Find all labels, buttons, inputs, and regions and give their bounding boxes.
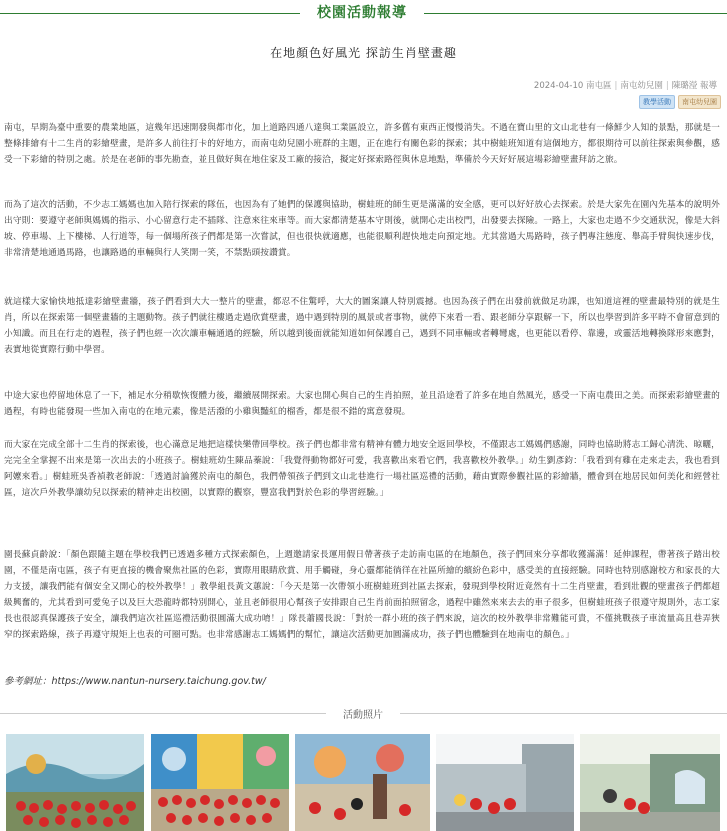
- section-title: 校園活動報導: [317, 5, 407, 21]
- tag-school[interactable]: 南屯幼兒園: [678, 95, 721, 109]
- meta-separator: |: [614, 81, 618, 91]
- article-school[interactable]: 南屯幼兒園: [620, 81, 663, 91]
- reference-link[interactable]: https://www.nantun-nursery.taichung.gov.tw/: [51, 676, 266, 687]
- article-meta: [534, 79, 717, 91]
- article-paragraph: 南屯，早期為臺中重要的農業地區，這幾年迅速開發與都市化，加上道路四通八達與工業區設立，許多舊有東西正慢慢消失。不過在寶山里的文山北巷有一條鮮少人知的景點，那就是一整條排繪有十二生肖的彩繪壁畫，是許多人前往打卡的好地方，而南屯幼兒園小班群的主題，正在進行有關色彩的探索；其中樹蛙班知道有這個地方，都很期待可以前往探索與參觀，感受一下彩繪的特別之處。於是在老師的事先勘查，並且做好與在地住家及工廠的接洽，擬定好探索路徑與休息地點，準備於今天好好展這場彩繪壁畫拜訪之旅。: [4, 123, 720, 165]
- article-paragraph: 而為了這次的活動，不少志工媽媽也加入陪行探索的隊伍，也因為有了她們的保護與協助，樹蛙班的師生更是滿滿的安全感，更可以好好放心去探索。於是大家先在園內先基本的說明外出守則：要遵守老師與媽媽的指示、小心留意行走不插隊、注意來往來車等。而大家都清楚基本守則後，就開心走出校門，出發要去探險。一路上，大家也走過不少交通狀況，像是大斜坡、停車場、上下樓梯、人行道等，每一個場所孩子們都是第一次嘗試，但也很快就適應，也能很順利趕快地走向預定地。尤其當過大馬路時，孩子們專注態度、舉高手臂與快速步伐，非常清楚地通過馬路，也讓路過的車輛與行人笑開一笑，不禁點頭按讚賞。: [4, 200, 720, 258]
- photos-header: [0, 703, 727, 723]
- tag-list: [639, 95, 721, 109]
- article-paragraph: 園長蘇貞齡說：「顏色跟隨主題在學校我們已透過多種方式探索顏色，上週邀請家長運用假日帶著孩子走訪南屯區的在地顏色，孩子們回來分享都收獲滿滿！延伸課程，帶著孩子踏出校園，不僅是南屯區，孩子有更直接的機會聚焦社區的色彩，實際用眼睛欣賞、用手觸碰，身心靈都能徜徉在社區所繪的繽紛色彩中，感受美的直接經驗。同時也特別感謝校方和家長的大力支援，讓我們能有個安全又開心的校外教學！」教學組長黃文蕙說：「今天是第一次帶領小班樹蛙班到社區去探索，發現到學校附近竟然有十二生肖壁畫，看到壯觀的壁畫孩子們都超級興奮的，尤其看到可愛兔子以及巨大恐龍時都特別開心，並且老師很用心幫孩子安排跟自己生肖前面拍照留念，過程中雖然來來去去的車子很多，但樹蛙班孩子很遵守規則外，志工家長也很認真保護孩子安全，讓我們這次社區巡禮活動很圓滿大成功唷！」隊長蕭國長說：「對於一群小班的孩子們來說，這次的校外教學非常難能可貴，不僅挑戰孩子車流量高且巷弄狹窄的探索路線，孩子再遵守規矩上也表的可圈可點。也非常感謝志工媽媽們的幫忙，讓這次活動更加圓滿成功，孩子們也體驗到在地南屯的顏色。」: [4, 550, 720, 640]
- tag-teaching-activity[interactable]: 教學活動: [639, 95, 675, 109]
- activity-photo-4[interactable]: [436, 734, 574, 831]
- section-header: [0, 2, 727, 22]
- article-paragraph: 就這樣大家愉快地抵達彩繪壁畫牆，孩子們看到大大一整片的壁畫，都忍不住驚呼，大大的圖案讓人特別震撼。也因為孩子們在出發前就做足功課，也知道這裡的壁畫最特別的就是生肖，所以在探索第一個壁畫牆的主題動物。孩子們就往樓過走過欣賞壁畫，過中遇到特別的風景或者事物，就停下來看一看、跟老師分享跟解一下，所以也學習到許多平時不會留意到的小知識。而且在行走的過程，孩子們也經一次次讓車輛通過的經驗，所以越到後面就能知道如何保護自己，遇到不同車輛或者轉彎處，也更能以看停、靠邊，或靈活地轉換隊形來應對，表實地從實際行動中學習。: [4, 297, 720, 355]
- photos-title: 活動照片: [343, 710, 383, 721]
- activity-photo-1[interactable]: [6, 734, 144, 831]
- article-district[interactable]: 南屯區: [586, 81, 612, 91]
- header-divider-right: [424, 13, 727, 14]
- photos-divider-left: [0, 713, 326, 714]
- article-author: 陳璐瀅 報導: [671, 81, 717, 91]
- activity-photo-2[interactable]: [151, 734, 289, 831]
- activity-photo-3[interactable]: [295, 734, 430, 831]
- article-paragraph: 而大家在完成全部十二生肖的探索後，也心滿意足地把這樣快樂帶回學校。孩子們也都非常有精神有體力地安全返回學校，不僅跟志工媽媽們感謝，同時也協助將志工歸心清洗、晾曬，完完全全掌握不出來是第一次出去的小班孩子。樹蛙班幼生陳品蓁說：「我覺得動物都好可愛，我喜歡出來看它們，我喜歡校外教學。」幼生劉彥鈞：「我看到有雞在走來走去，我也看到阿嬤來看。」樹蛙班吳香禎教老師說：「透過討論獲於南屯的顏色，我們帶領孩子們到文山北巷進行一場社區巡禮的活動，藉由實際參觀社區的彩繪牆，體會到在地居民如何美化和經營社區，這次戶外教學讓幼兒以探索的精神走出校園，以實際的觀察，豐富我們對於色彩的學習經驗。」: [4, 440, 720, 498]
- header-divider-left: [0, 13, 300, 14]
- article-paragraph: 中途大家也停留地休息了一下，補足水分稍歇恢復體力後，繼續展開探索。大家也開心與自己的生肖拍照，並且沿途看了許多在地自然風光，感受一下南屯農田之美。而探索彩繪壁畫的過程，有時也能發現一些加入南屯的在地元素，像是活潑的小雞與豔紅的榴香，都是很不錯的寓意發現。: [4, 391, 720, 417]
- reference-label: 參考網址：: [4, 676, 52, 687]
- article-title: 在地顏色好風光 探訪生肖壁畫趣: [270, 46, 457, 60]
- reference-line: [4, 673, 266, 687]
- activity-photo-5[interactable]: [580, 734, 720, 831]
- photos-divider-right: [400, 713, 727, 714]
- meta-separator: |: [665, 81, 669, 91]
- article-date: 2024-04-10: [533, 81, 584, 91]
